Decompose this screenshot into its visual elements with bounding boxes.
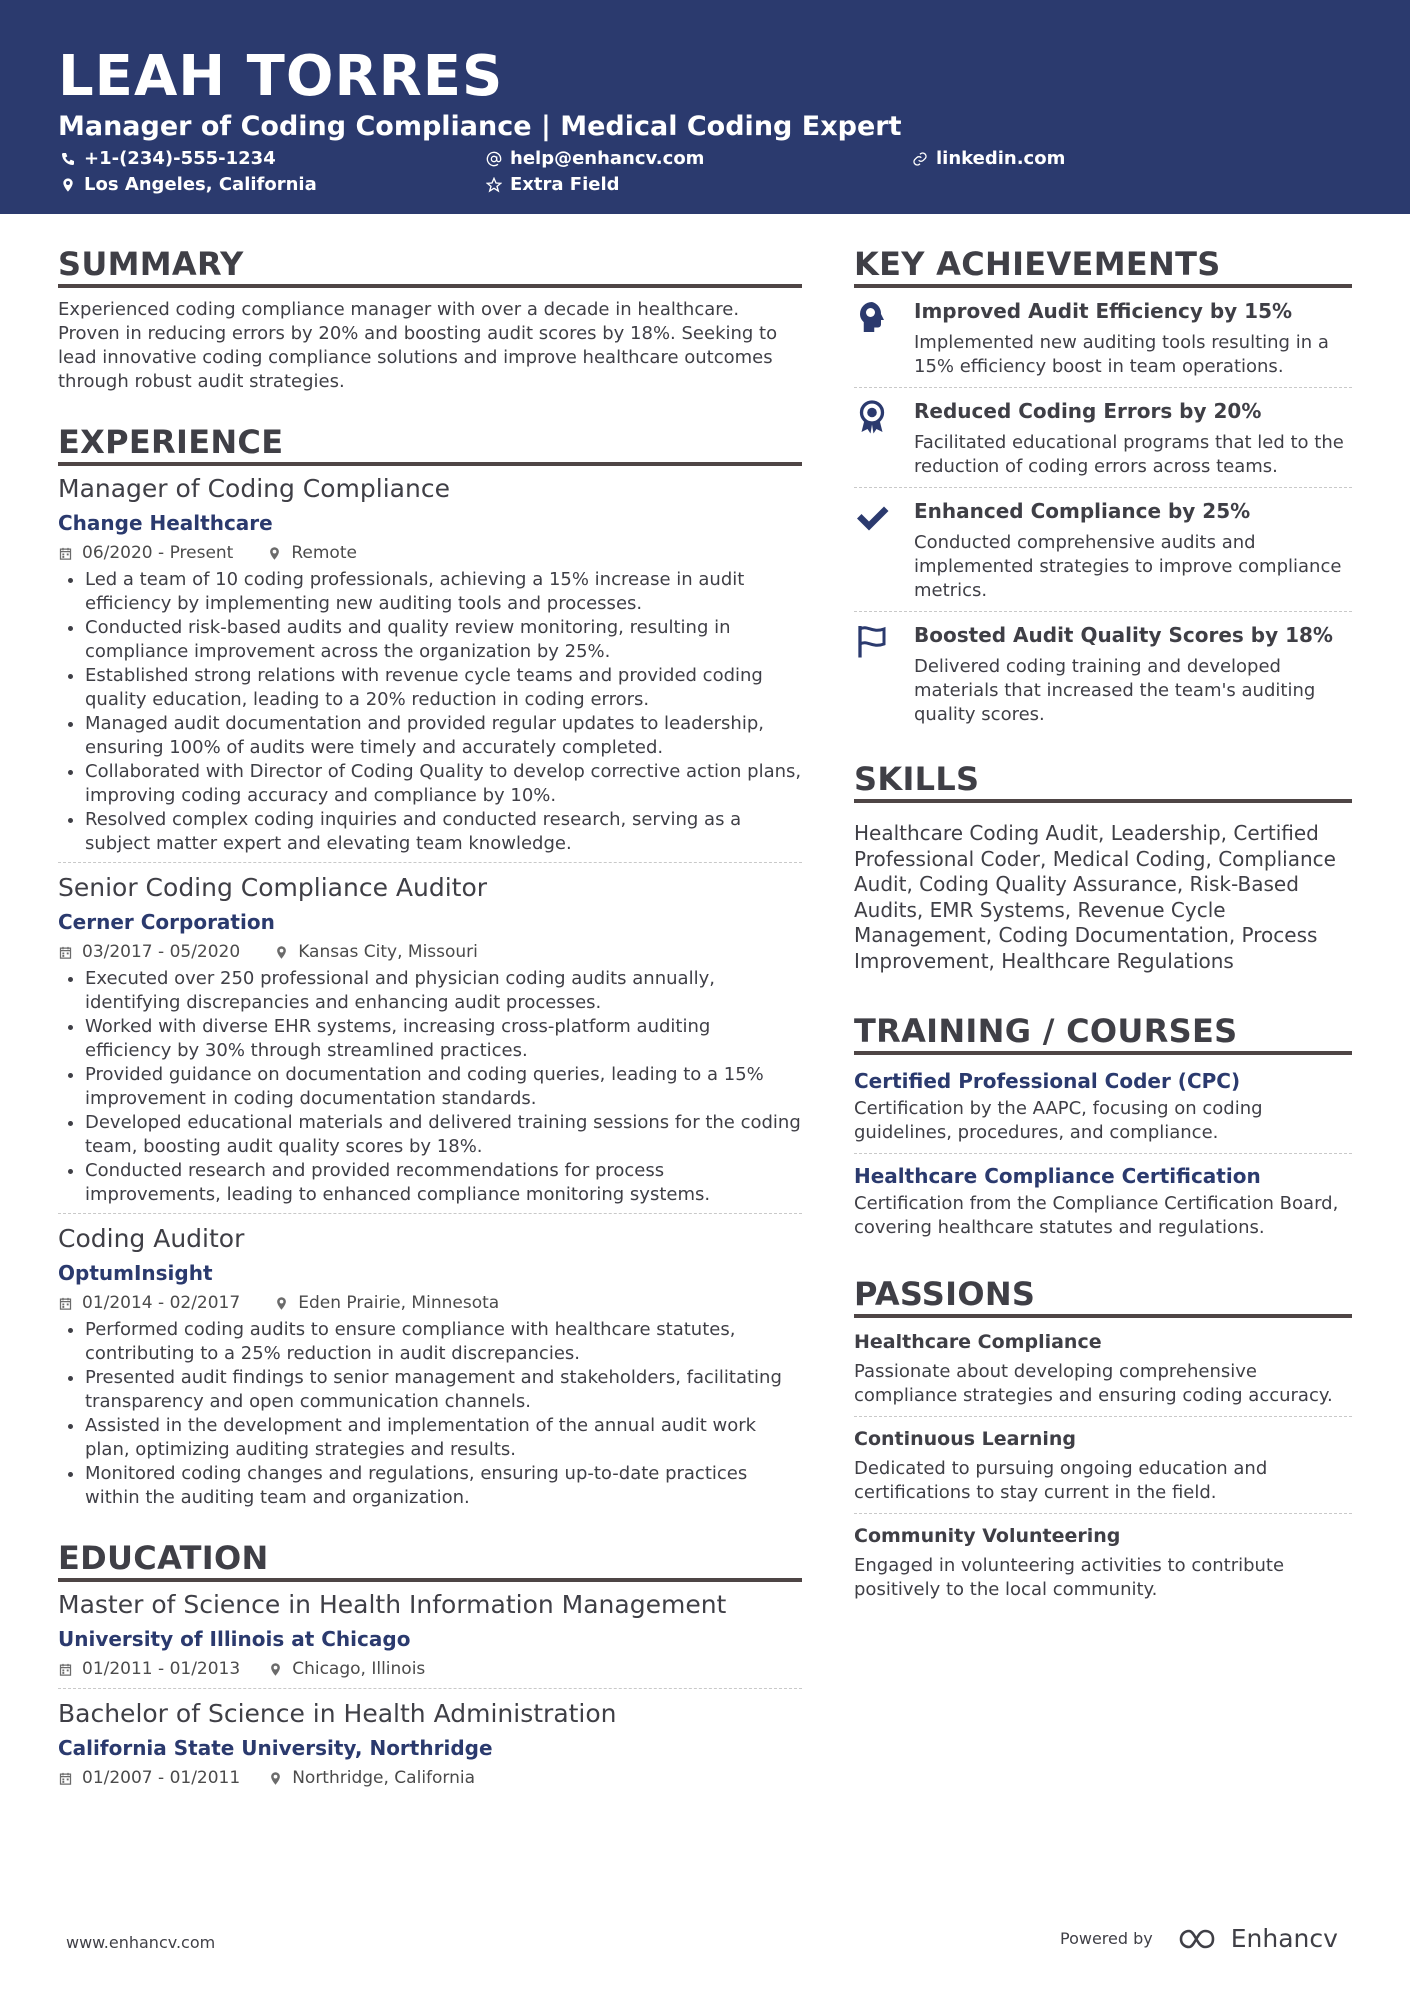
achievement-desc: Facilitated educational programs that led to the reduction of coding errors across teams. — [914, 432, 1344, 477]
contact-linkedin[interactable] — [912, 147, 1065, 171]
achievement-title: Improved Audit Efficiency by 15% — [914, 299, 1293, 323]
link-icon — [912, 151, 928, 167]
passion-item — [854, 1423, 1352, 1514]
education-location: Northridge, California — [292, 1768, 476, 1788]
course-item — [854, 1065, 1352, 1154]
passions-heading: PASSIONS — [854, 1274, 1352, 1318]
contact-phone-text: +1-(234)-555-1234 — [84, 148, 276, 169]
bullet-item: • Developed educational materials and delivered training sessions for the coding team, boosting audit quality scores by 18%. — [85, 1111, 802, 1159]
bullet-item: • Presented audit findings to senior management and stakeholders, facilitating transparency and open communication channels. — [85, 1366, 802, 1414]
left-column — [58, 244, 802, 1805]
job-location: Eden Prairie, Minnesota — [298, 1293, 500, 1313]
calendar-icon — [58, 1662, 73, 1677]
degree-title: Bachelor of Science in Health Administration — [58, 1699, 617, 1728]
candidate-name: LEAH TORRES — [58, 44, 504, 109]
map-pin-icon — [274, 1296, 289, 1311]
achievement-desc: Implemented new auditing tools resulting in a 15% efficiency boost in team operations. — [914, 332, 1329, 377]
course-title: Healthcare Compliance Certification — [854, 1163, 1261, 1188]
bullet-item: • Conducted risk-based audits and quality review monitoring, resulting in compliance improvement across the organization by 25%. — [85, 616, 802, 664]
job-dates: 03/2017 - 05/2020 — [82, 942, 241, 962]
brand-logo — [1177, 1924, 1338, 1953]
achievement-item — [854, 288, 1352, 388]
calendar-icon — [58, 1296, 73, 1311]
bullet-item: • Performed coding audits to ensure compliance with healthcare statutes, contributing to a 25% reduction in audit discrepancies. — [85, 1318, 802, 1366]
experience-entry — [58, 472, 802, 863]
passion-item — [854, 1520, 1352, 1610]
contact-extra-field — [486, 173, 620, 197]
job-location: Kansas City, Missouri — [298, 942, 478, 962]
company-name: Cerner Corporation — [58, 910, 275, 934]
experience-heading: EXPERIENCE — [58, 422, 802, 466]
footer-website[interactable]: www.enhancv.com — [66, 1933, 216, 1952]
course-desc: Certification from the Compliance Certification Board, covering healthcare statutes and regulations. — [854, 1192, 1339, 1238]
head-idea-icon — [854, 299, 890, 335]
calendar-icon — [58, 945, 73, 960]
contact-location — [60, 173, 317, 197]
job-dates: 01/2014 - 02/2017 — [82, 1293, 241, 1313]
bullet-item: • Worked with diverse EHR systems, increasing cross-platform auditing efficiency by 30% through streamlined practices. — [85, 1015, 802, 1063]
job-bullets — [58, 967, 802, 1207]
training-heading: TRAINING / COURSES — [854, 1011, 1352, 1055]
education-heading: EDUCATION — [58, 1538, 802, 1582]
experience-entry — [58, 871, 802, 1214]
calendar-icon — [58, 546, 73, 561]
star-icon — [486, 177, 502, 193]
bullet-item: • Monitored coding changes and regulations, ensuring up-to-date practices within the auditing team and organization. — [85, 1462, 802, 1510]
passion-title: Community Volunteering — [854, 1524, 1121, 1547]
course-item — [854, 1160, 1352, 1248]
passion-item — [854, 1326, 1352, 1417]
company-name: Change Healthcare — [58, 511, 273, 535]
education-dates: 01/2007 - 01/2011 — [82, 1768, 241, 1788]
job-bullets — [58, 568, 802, 856]
job-dates: 06/2020 - Present — [82, 543, 234, 563]
map-pin-icon — [274, 945, 289, 960]
course-desc: Certification by the AAPC, focusing on coding guidelines, procedures, and compliance. — [854, 1097, 1263, 1143]
candidate-headline: Manager of Coding Compliance | Medical Coding Expert — [58, 111, 902, 142]
education-entry — [58, 1588, 802, 1689]
map-pin-icon — [268, 1771, 283, 1786]
contact-extra-text: Extra Field — [510, 174, 620, 195]
achievement-item — [854, 488, 1352, 612]
job-title: Manager of Coding Compliance — [58, 474, 450, 503]
degree-title: Master of Science in Health Information Management — [58, 1590, 727, 1619]
achievements-heading: KEY ACHIEVEMENTS — [854, 244, 1352, 288]
passion-title: Continuous Learning — [854, 1427, 1077, 1450]
bullet-item: • Assisted in the development and implementation of the annual audit work plan, optimizing auditing strategies and results. — [85, 1414, 802, 1462]
skills-heading: SKILLS — [854, 759, 1352, 803]
job-location: Remote — [291, 543, 357, 563]
summary-heading: SUMMARY — [58, 244, 802, 288]
map-pin-icon — [60, 177, 76, 193]
bullet-item: • Led a team of 10 coding professionals, achieving a 15% increase in audit efficiency by implementing new auditing tools and processes. — [85, 568, 802, 616]
summary-text: Experienced coding compliance manager with over a decade in healthcare. Proven in reducing errors by 20% and boosting audit scores by 18%. Seeking to lead innovative coding compliance solutions and improve healthcare outcomes through robust audit strategies. — [58, 299, 778, 392]
school-name: California State University, Northridge — [58, 1736, 493, 1760]
bullet-item: • Established strong relations with revenue cycle teams and provided coding quality education, leading to a 20% reduction in coding errors. — [85, 664, 802, 712]
calendar-icon — [58, 1771, 73, 1786]
phone-icon — [60, 151, 76, 167]
map-pin-icon — [268, 1662, 283, 1677]
contact-email[interactable] — [486, 147, 704, 171]
contact-location-text: Los Angeles, California — [84, 174, 317, 195]
skills-list: Healthcare Coding Audit, Leadership, Certified Professional Coder, Medical Coding, Compliance Audit, Coding Quality Assurance, Risk-Based Audits, EMR Systems, Revenue Cycle Management, Coding Documentation, Process Improvement, Healthcare Regulations — [854, 821, 1336, 973]
bullet-item: • Collaborated with Director of Coding Quality to develop corrective action plans, improving coding accuracy and compliance by 10%. — [85, 760, 802, 808]
education-meta — [58, 1656, 802, 1682]
education-entry — [58, 1697, 802, 1797]
achievement-desc: Conducted comprehensive audits and implemented strategies to improve compliance metrics. — [914, 532, 1342, 601]
achievement-item — [854, 612, 1352, 735]
achievement-title: Reduced Coding Errors by 20% — [914, 399, 1262, 423]
achievement-title: Boosted Audit Quality Scores by 18% — [914, 623, 1333, 647]
company-name: OptumInsight — [58, 1261, 213, 1285]
education-meta — [58, 1765, 802, 1791]
bullet-item: • Executed over 250 professional and physician coding audits annually, identifying discrepancies and enhancing audit processes. — [85, 967, 802, 1015]
enhancv-logo-icon — [1177, 1927, 1221, 1951]
footer-branding[interactable] — [1060, 1924, 1338, 1953]
bullet-item: • Conducted research and provided recommendations for process improvements, leading to enhanced compliance monitoring systems. — [85, 1159, 802, 1207]
passion-desc: Engaged in volunteering activities to contribute positively to the local community. — [854, 1554, 1285, 1600]
education-location: Chicago, Illinois — [292, 1659, 426, 1679]
bullet-item: • Resolved complex coding inquiries and conducted research, serving as a subject matter expert and elevating team knowledge. — [85, 808, 802, 856]
bullet-item: • Provided guidance on documentation and coding queries, leading to a 15% improvement in coding documentation standards. — [85, 1063, 802, 1111]
course-title: Certified Professional Coder (CPC) — [854, 1068, 1241, 1093]
checkmark-icon — [854, 499, 890, 535]
award-ribbon-icon — [854, 399, 890, 435]
passion-desc: Dedicated to pursuing ongoing education and certifications to stay current in the field. — [854, 1457, 1268, 1503]
map-pin-icon — [267, 546, 282, 561]
resume-header — [0, 0, 1410, 214]
job-title: Senior Coding Compliance Auditor — [58, 873, 488, 902]
job-title: Coding Auditor — [58, 1224, 245, 1253]
achievement-title: Enhanced Compliance by 25% — [914, 499, 1251, 523]
achievement-item — [854, 388, 1352, 488]
contact-linkedin-text: linkedin.com — [936, 148, 1066, 169]
job-meta — [58, 939, 802, 965]
experience-entry — [58, 1222, 802, 1516]
contact-phone[interactable] — [60, 147, 276, 171]
achievement-desc: Delivered coding training and developed materials that increased the team's auditing quality scores. — [914, 656, 1316, 725]
bullet-item: • Managed audit documentation and provided regular updates to leadership, ensuring 100% of audits were timely and accurately completed. — [85, 712, 802, 760]
flag-icon — [854, 623, 890, 659]
right-column — [854, 244, 1352, 1616]
school-name: University of Illinois at Chicago — [58, 1627, 411, 1651]
job-meta — [58, 1290, 802, 1316]
powered-by-text: Powered by — [1060, 1929, 1153, 1948]
passion-title: Healthcare Compliance — [854, 1330, 1102, 1353]
education-dates: 01/2011 - 01/2013 — [82, 1659, 241, 1679]
job-bullets — [58, 1318, 802, 1510]
passion-desc: Passionate about developing comprehensive compliance strategies and ensuring coding accuracy. — [854, 1360, 1333, 1406]
job-meta — [58, 540, 802, 566]
contact-email-text: help@enhancv.com — [510, 148, 705, 169]
at-sign-icon — [486, 151, 502, 167]
brand-name: Enhancv — [1230, 1924, 1338, 1953]
